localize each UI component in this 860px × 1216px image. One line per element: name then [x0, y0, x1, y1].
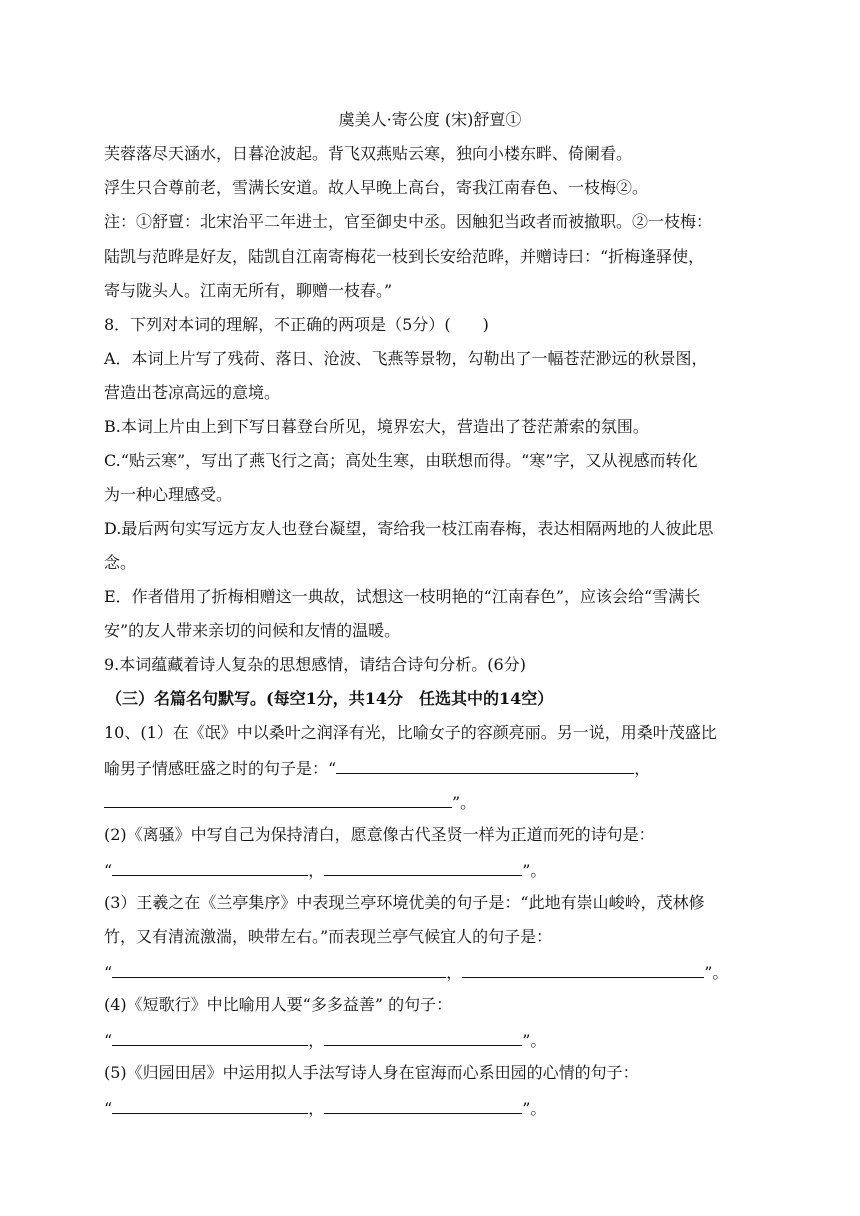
- answer-blank[interactable]: [104, 789, 452, 808]
- q10-part-2-line-2: [104, 857, 764, 883]
- answer-blank[interactable]: [324, 857, 522, 876]
- open-quote: “: [104, 963, 113, 982]
- q10-part-3-line-2: 竹，又有清流激湍，映带左右。”而表现兰亭气候宜人的句子是：: [104, 927, 553, 946]
- q8-option-d-line-1: D.最后两句实写远方友人也登台凝望，寄给我一枝江南春梅，表达相隔两地的人彼此思: [104, 519, 714, 538]
- q8-option-b: B.本词上片由上到下写日暮登台所见，境界宏大，营造出了苍茫萧索的氛围。: [104, 417, 649, 436]
- q10-part-4-line-2: [104, 1027, 764, 1053]
- q8-option-a-line-1: A．本词上片写了残荷、落日、沧波、飞燕等景物，勾勒出了一幅苍茫渺远的秋景图，: [104, 349, 708, 368]
- q10-part-3-line-1: (3）王羲之在《兰亭集序》中表现兰亭环境优美的句子是：“此地有崇山峻岭，茂林修: [104, 893, 705, 912]
- q10-part-1-line-1: 10、(1）在《氓》中以桑叶之润泽有光，比喻女子的容颜亮丽。另一说，用桑叶茂盛比: [104, 723, 717, 742]
- answer-blank[interactable]: [336, 755, 634, 774]
- answer-blank[interactable]: [462, 959, 704, 978]
- answer-blank[interactable]: [112, 857, 308, 876]
- q8-option-a-line-2: 营造出苍凉高远的意境。: [104, 383, 281, 402]
- close-quote-period: ”。: [522, 861, 547, 880]
- close-quote-period: ”。: [522, 1099, 547, 1118]
- answer-blank[interactable]: [112, 1095, 308, 1114]
- open-quote: “: [104, 861, 113, 880]
- section-3-heading: （三）名篇名句默写。(每空1分，共14分 任选其中的14空）: [106, 689, 554, 708]
- q8-option-e-line-1: E．作者借用了折梅相赠这一典故，试想这一枝明艳的“江南春色”，应该会给“雪满长: [104, 587, 701, 606]
- poem-line-2: 浮生只合尊前老，雪满长安道。故人早晚上高台，寄我江南春色、一枝梅②。: [104, 178, 649, 197]
- question-9-stem: 9.本词蕴藏着诗人复杂的思想感情，请结合诗句分析。(6分): [104, 655, 526, 674]
- q10-part-1-line-3: [104, 789, 764, 815]
- poem-line-1: 芙蓉落尽天涵水，日暮沧波起。背飞双燕贴云寒，独向小楼东畔、倚阑看。: [104, 144, 633, 163]
- q10-part-1-prompt: 喻男子情感旺盛之时的句子是：“: [104, 759, 337, 778]
- answer-blank[interactable]: [112, 959, 446, 978]
- q8-option-c-line-2: 为一种心理感受。: [104, 485, 233, 504]
- comma: ，: [308, 1031, 325, 1050]
- q8-option-c-line-1: C.“贴云寒”，写出了燕飞行之高；高处生寒，由联想而得。“寒”字，又从视感而转化: [104, 451, 698, 470]
- open-quote: “: [104, 1031, 113, 1050]
- q10-part-5-line-2: [104, 1095, 764, 1121]
- poem-note-2: 陆凯与范晔是好友，陆凯自江南寄梅花一枝到长安给范晔，并赠诗曰：“折梅逢驿使，: [104, 247, 705, 266]
- answer-blank[interactable]: [324, 1095, 522, 1114]
- comma: ，: [308, 1099, 325, 1118]
- q10-part-4-line-1: (4)《短歌行》中比喻用人要“多多益善” 的句子：: [104, 995, 453, 1014]
- q10-part-1-line-2: [104, 755, 764, 781]
- poem-title: 虞美人·寄公度 (宋)舒亶①: [338, 110, 522, 129]
- answer-blank[interactable]: [324, 1027, 522, 1046]
- question-8-stem: 8．下列对本词的理解，不正确的两项是（5分）( ): [104, 315, 489, 334]
- answer-blank[interactable]: [112, 1027, 308, 1046]
- comma: ，: [446, 963, 463, 982]
- close-quote-period: ”。: [522, 1031, 547, 1050]
- poem-note-1: 注：①舒亶：北宋治平二年进士，官至御史中丞。因触犯当政者而被撤职。②一枝梅：: [104, 212, 713, 231]
- close-quote-period: ”。: [704, 963, 729, 982]
- close-quote-period: ”。: [452, 793, 477, 812]
- q10-part-3-line-3: [104, 959, 764, 985]
- q8-option-d-line-2: 念。: [104, 553, 137, 572]
- q10-part-2-line-1: (2)《离骚》中写自己为保持清白，愿意像古代圣贤一样为正道而死的诗句是：: [104, 825, 655, 844]
- comma: ，: [634, 759, 651, 778]
- poem-note-3: 寄与陇头人。江南无所有，聊赠一枝春。”: [104, 281, 393, 300]
- q10-part-5-line-1: (5)《归园田居》中运用拟人手法写诗人身在宦海而心系田园的心情的句子：: [104, 1063, 639, 1082]
- comma: ，: [308, 861, 325, 880]
- open-quote: “: [104, 1099, 113, 1118]
- q8-option-e-line-2: 安”的友人带来亲切的问候和友情的温暖。: [104, 621, 401, 640]
